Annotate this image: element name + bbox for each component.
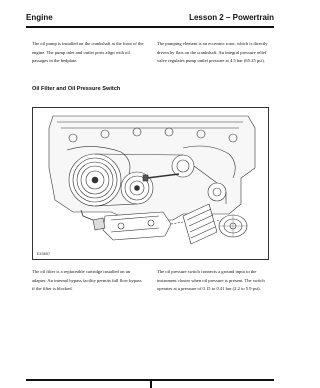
header-rule [26,26,274,28]
body-left-paragraph: The oil filter is a replaceable cartridge installed on an adapter. An internal bypass facility permits full flow bypass if the filter is blocked. [32,269,142,292]
footer-divider [150,379,152,388]
header-chapter: Engine [26,12,53,22]
figure-label: E43657 [37,252,51,256]
section-title: Oil Filter and Oil Pressure Switch [32,86,121,92]
intro-right-paragraph: The pumping element is an eccentric rotor, which is directly driven by flats on the crankshaft. An integral pressure relief valve regulates pump outlet pressure at 4.5 bar (65.25 psi). [157,41,268,64]
body-right-paragraph: The oil pressure switch connects a ground input to the instrument cluster when oil pressure is present. The switch operates at a pressure of 0.15 to 0.41 bar (2.2 to 5.9 psi). [157,269,265,292]
engine-illustration [32,107,269,260]
engine-drawing [33,108,269,260]
intro-left-paragraph: The oil pump is installed on the crankshaft at the front of the engine. The pump inlet and outlet ports align with oil passages in the bedplate. [32,41,144,64]
page-header [26,8,274,26]
header-lesson: Lesson 2 – Powertrain [189,12,274,22]
